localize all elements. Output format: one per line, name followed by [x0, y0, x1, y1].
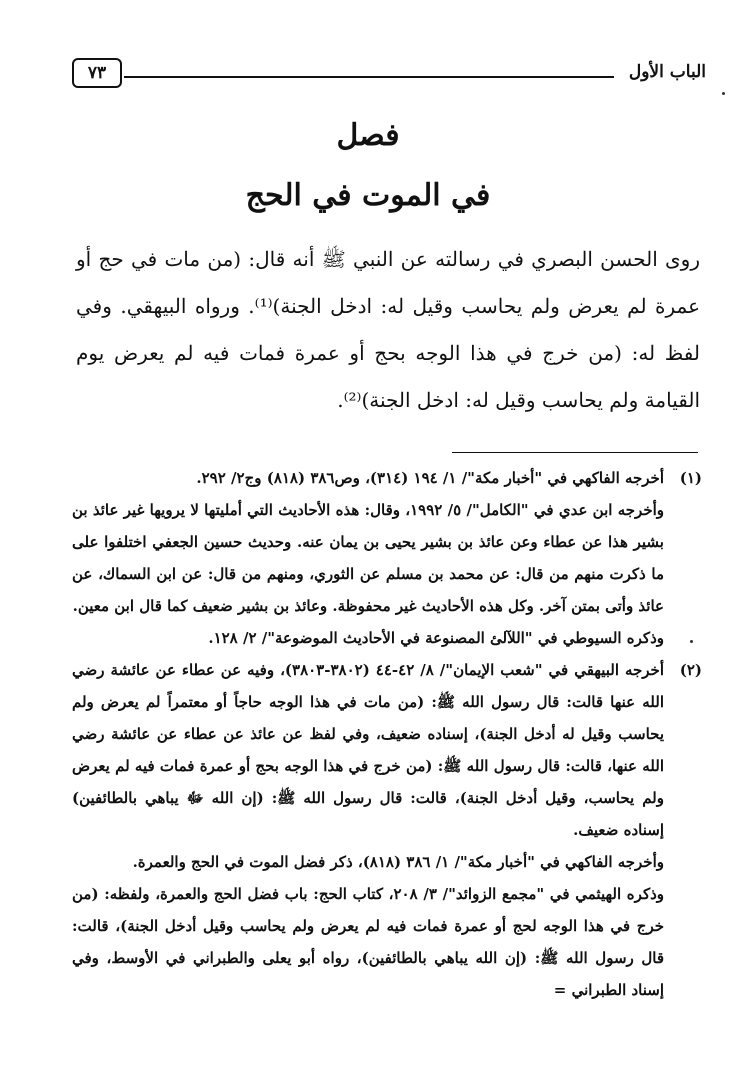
footnotes — [72, 462, 702, 1006]
footnote-paragraph: وأخرجه الفاكهي في "أخبار مكة"/ ١/ ٣٨٦ (٨١٨)، ذكر فضل الموت في الحج والعمرة. — [132, 853, 664, 871]
footnote-number: (١) — [679, 469, 702, 487]
footnote-body — [72, 462, 664, 654]
main-text — [76, 236, 700, 424]
footnote-paragraph: وأخرجه ابن عدي في "الكامل"/ ٥/ ١٩٩٢، وقال: هذه الأحاديث التي أمليتها لا يرويها غير عائذ بن بشير هذا عن عطاء وعن عائذ بن بشير يحيى بن يمان عنه. وحديث حسين الجعفي اختلفوا على ما ذكرت منهم من قال: عن محمد بن مسلم عن الثوري، ومنهم من قال: عن ابن السماك، عن عائذ وأتى بمتن آخر. وكل هذه الأحاديث غير محفوظة. وعائذ بن بشير ضعيف كما قال ابن معين. — [72, 501, 665, 615]
footnote-paragraph: وذكره السيوطي في "اللآلئ المصنوعة في الأحاديث الموضوعة"/ ٢/ ١٢٨. — [208, 629, 664, 647]
footnote-paragraph: أخرجه الفاكهي في "أخبار مكة"/ ١/ ١٩٤ (٣١٤)، وص٣٨٦ (٨١٨) وج٢/ ٢٩٢. — [196, 469, 664, 487]
footnote-2 — [72, 654, 702, 1006]
header-rule — [124, 76, 614, 78]
body-paragraph: روى الحسن البصري في رسالته عن النبي ﷺ أنه قال: (من مات في حج أو عمرة لم يعرض ولم يحاسب وقيل له: ادخل الجنة)⁽¹⁾. ورواه البيهقي. وفي لفظ له: (من خرج في هذا الوجه بحج أو عمرة فمات فيه لم يعرض يوم القيامة ولم يحاسب وقيل له: ادخل الجنة)⁽²⁾. — [76, 247, 701, 412]
footnote-separator — [452, 452, 698, 453]
footnote-paragraph: وذكره الهيثمي في "مجمع الزوائد"/ ٣/ ٢٠٨، كتاب الحج: باب فضل الحج والعمرة، ولفظه: (من خرج في هذا الوجه لحج أو عمرة فمات فيه لم يعرض ولم يحاسب وقيل أدخل الجنة)، قالت: قال رسول الله ﷺ: (إن الله يباهي بالطائفين)، رواه أبو يعلى والطبراني في الأوسط، وفي إسناد الطبراني = — [72, 885, 665, 999]
footnote-paragraph: أخرجه البيهقي في "شعب الإيمان"/ ٨/ ٤٢-٤٤ (٣٨٠٢-٣٨٠٣)، وفيه عن عطاء عن عائشة رضي الله عنها قالت: قال رسول الله ﷺ: (من مات في هذا الوجه حاجاً أو معتمراً لم يعرض ولم يحاسب وقيل له أدخل الجنة)، إسناده ضعيف، وفي لفظ عن عائذ عن عطاء عن عائشة رضي الله عنها، قالت: قال رسول الله ﷺ: (من خرج في هذا الوجه بحج أو عمرة فمات فيه لم يعرض ولم يحاسب، وقيل أدخل الجنة)، قالت: قال رسول الله ﷺ: (إن الله ﷻ يباهي بالطائفين) إسناده ضعيف. — [72, 661, 664, 839]
footnote-number: (٢) — [679, 661, 702, 679]
running-header — [72, 58, 706, 94]
scan-speck — [690, 640, 693, 643]
section-heading: فصل — [336, 118, 400, 153]
footnote-1 — [72, 462, 702, 654]
footnote-body — [72, 654, 664, 1006]
chapter-title: الباب الأول — [628, 62, 706, 82]
page-number: ٧٣ — [72, 58, 122, 88]
section-subheading: في الموت في الحج — [245, 178, 491, 213]
scan-speck — [722, 92, 725, 95]
